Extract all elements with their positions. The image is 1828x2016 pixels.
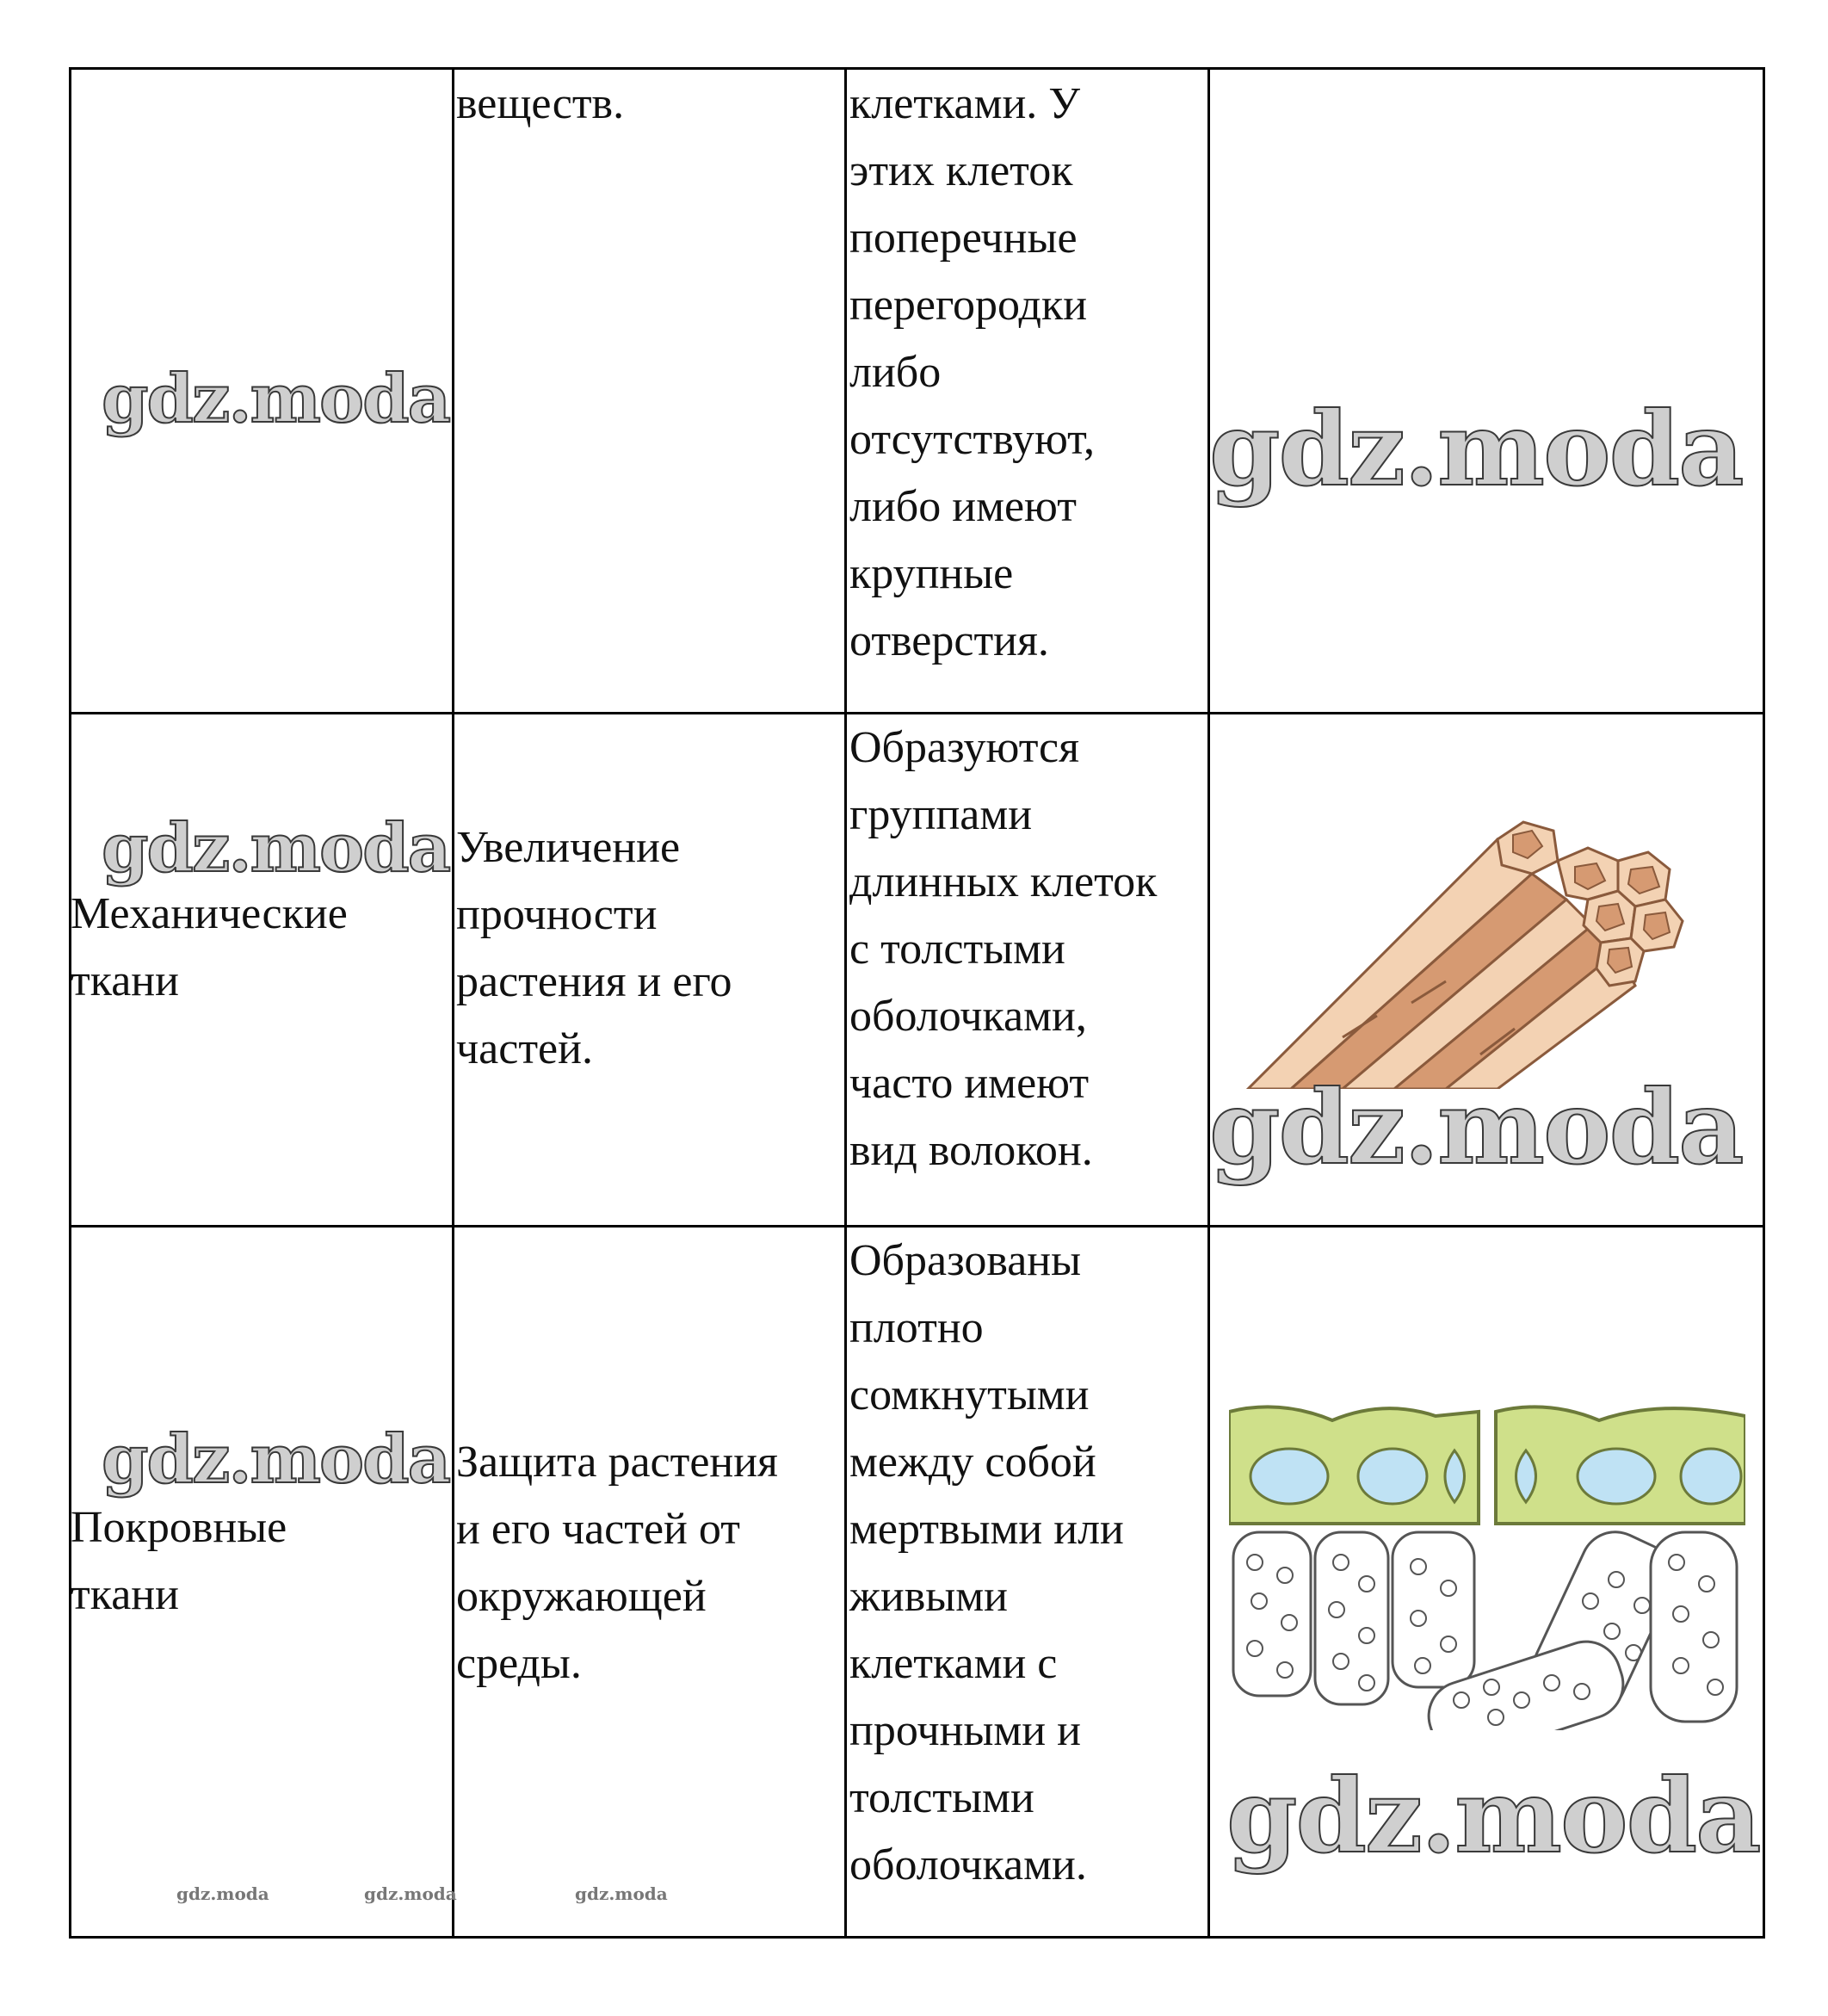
row1-function-text: веществ. xyxy=(456,79,625,128)
watermark-small: gdz.moda xyxy=(176,1883,269,1904)
column-divider xyxy=(844,70,847,1936)
epidermis-layer xyxy=(1229,1407,1745,1524)
watermark-small: gdz.moda xyxy=(575,1883,668,1904)
column-divider xyxy=(1207,70,1210,1936)
row3-structure-text: Образованы плотно сомкнутыми между собой мертвыми или живыми клетками с прочными и толстыми оболочками. xyxy=(849,1236,1124,1889)
watermark: gdz.moda xyxy=(1209,389,1743,509)
watermark: gdz.moda xyxy=(102,360,450,438)
row2-function-text: Увеличение прочности растения и его частей. xyxy=(456,823,732,1073)
row3-tissue-name: Покровные ткани xyxy=(71,1503,287,1619)
watermark: gdz.moda xyxy=(102,1420,450,1499)
covering-tissue-illustration xyxy=(1229,1403,1745,1730)
watermark: gdz.moda xyxy=(1209,1067,1743,1187)
row1-structure-text: клетками. У этих клеток поперечные перегородки либо отсутствуют, либо имеют крупные отверстия. xyxy=(849,79,1095,665)
watermark: gdz.moda xyxy=(102,809,450,887)
watermark-small: gdz.moda xyxy=(364,1883,457,1904)
row2-structure-text: Образуются группами длинных клеток с толстыми оболочками, часто имеют вид волокон. xyxy=(849,723,1158,1175)
underlying-cells xyxy=(1233,1521,1737,1730)
row3-function-text: Защита растения и его частей от окружающей среды. xyxy=(456,1438,778,1688)
row2-tissue-name: Механические ткани xyxy=(71,889,348,1005)
watermark: gdz.moda xyxy=(1226,1756,1760,1876)
mechanical-tissue-illustration xyxy=(1239,805,1738,1089)
column-divider xyxy=(452,70,454,1936)
